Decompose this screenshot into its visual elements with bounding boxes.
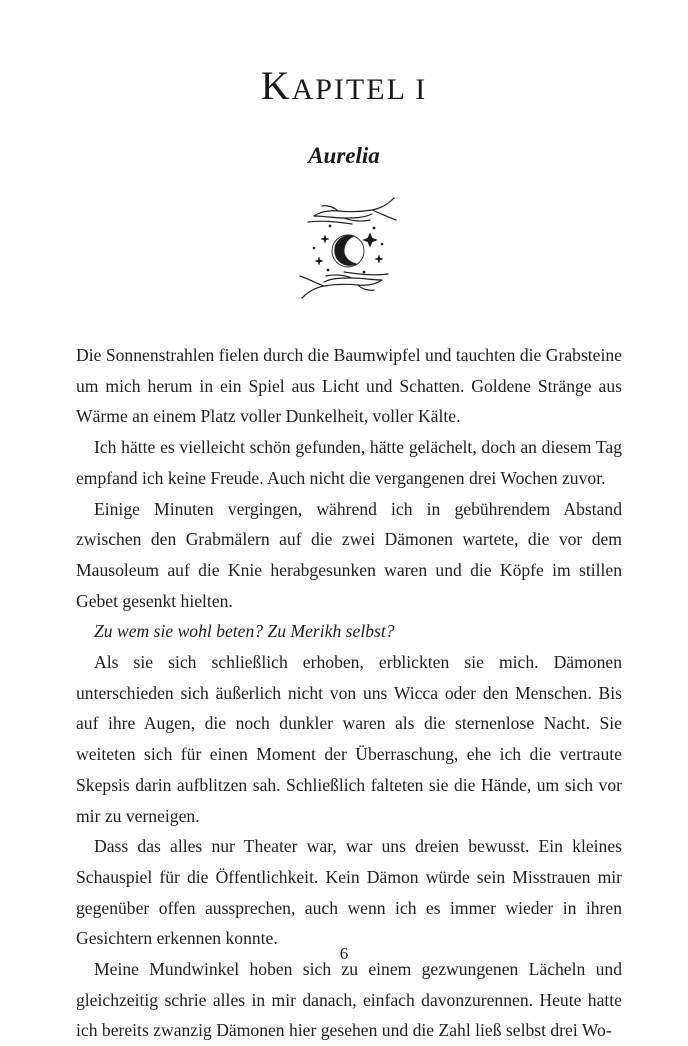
paragraph: Dass das alles nur Theater war, war uns dreien bewusst. Ein kleines Schauspiel für die Öffentlichkeit. Kein Dämon würde sein Misstrauen mir gegenüber offen aussprechen, auch wenn ich es immer wieder in ihren Gesichtern erkennen konnte. bbox=[76, 836, 622, 949]
paragraph: Einige Minuten vergingen, während ich in gebührendem Abstand zwischen den Grabmälern auf die zwei Dämonen wartete, die vor dem Mausoleum auf die Knie herabgesunken waren und die Köpfe im stillen Gebet gesenkt hielten. bbox=[76, 498, 622, 611]
page-number: 6 bbox=[339, 944, 349, 963]
chapter-title bbox=[0, 62, 688, 109]
hands-with-crescent-moon-icon bbox=[298, 196, 398, 300]
paragraph: Meine Mundwinkel hoben sich zu einem gezwungenen Lächeln und gleichzeitig schrie alles in mir danach, einfach davonzurennen. Heute hatte ich bereits zwanzig Dämonen hier gesehen und die Zahl ließ selbst drei Wo- bbox=[76, 959, 622, 1041]
body-text bbox=[76, 340, 622, 1046]
chapter-subtitle: Aurelia bbox=[308, 143, 380, 168]
paragraph: Die Sonnenstrahlen fielen durch die Baumwipfel und tauchten die Grabsteine um mich herum in ein Spiel aus Licht und Schatten. Goldene Stränge aus Wärme an einem Platz voller Dunkelheit, voller Kälte. bbox=[76, 345, 622, 427]
paragraph: Als sie sich schließlich erhoben, erblickten sie mich. Dämonen unterschieden sich äußerlich nicht von uns Wicca oder den Menschen. Bis auf ihre Augen, die noch dunkler waren als die sternenlose Nacht. Sie weiteten sich für einen Moment der Überraschung, ehe ich die vertraute Skepsis darin aufblitzen sah. Schließlich falteten sie die Hände, um sich vor mir zu verneigen. bbox=[76, 652, 622, 826]
chapter-title-initial: K bbox=[260, 63, 292, 108]
chapter-title-rest: APITEL I bbox=[291, 73, 428, 106]
paragraph: Ich hätte es vielleicht schön gefunden, hätte gelächelt, doch an diesem Tag empfand ich keine Freude. Auch nicht die vergangenen drei Wochen zuvor. bbox=[76, 437, 622, 488]
italic-thought: Zu wem sie wohl beten? Zu Merikh selbst? bbox=[94, 621, 395, 642]
